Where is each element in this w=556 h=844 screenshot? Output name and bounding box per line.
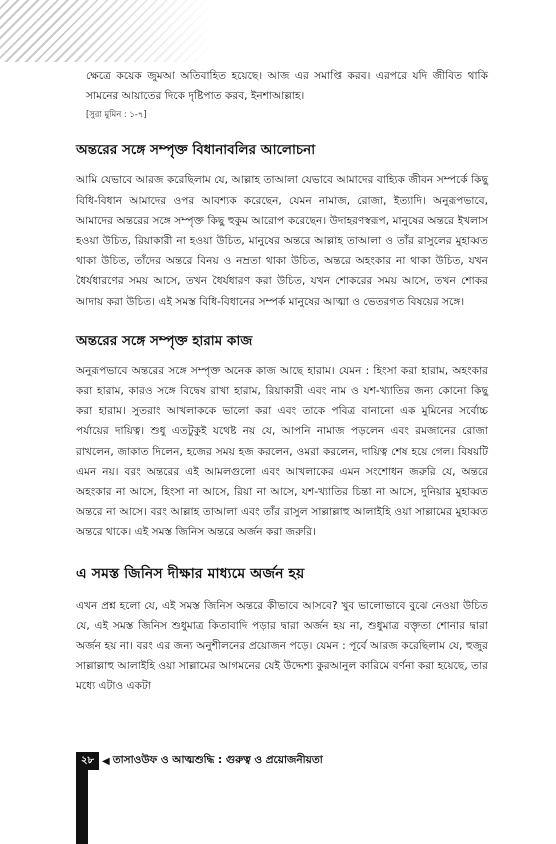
quote-text: ক্ষেত্রে কয়েক জুমআ অতিবাহিত হয়েছে। আজ এর সমাপ্তি করব। এরপরে যদি জীবিত থাকি সামনের আয়াতের দিকে দৃষ্টিপাত করব, ইনশাআল্লাহ। — [86, 70, 488, 103]
section-body-1: আমি যেভাবে আরজ করেছিলাম যে, আল্লাহ তাআলা যেভাবে আমাদের বাহ্যিক জীবন সম্পর্কে কিছু বিধি-বিধান আমাদের ওপর আবশ্যক করেছেন, যেমন নামাজ, রোজা, ইত্যাদি। অনুরূপভাবে, আমাদের অন্তরের সঙ্গে সম্পৃক্ত কিছু হুকুম আরোপ করেছেন। উদাহরণস্বরূপ, মানুষের অন্তরে ইখলাস হওয়া উচিত, রিয়াকারী না হওয়া উচিত, মানুষের অন্তরে আল্লাহ তাআলা ও তাঁর রাসুলের মুহাব্বত থাকা উচিত, তাঁদের অন্তরে বিনয় ও নম্রতা থাকা উচিত, অন্তরে অহংকার না থাকা উচিত, যখন ধৈর্যধারণের সময় আসে, তখন ধৈর্যধারণ করা উচিত, যখন শোকরের সময় আসে, তখন শোকর আদায় করা উচিত। এই সমস্ত বিধি-বিধানের সম্পর্ক মানুষের আত্মা ও ভেতরগত বিষয়ের সঙ্গে। — [76, 174, 488, 308]
quote-reference: [সুরা মুমিন : ১-৭] — [86, 109, 147, 120]
page-footer — [76, 752, 323, 770]
section-body-2: অনুরূপভাবে অন্তরের সঙ্গে সম্পৃক্ত অনেক কাজ আছে হারাম। যেমন : হিংসা করা হারাম, অহংকার করা হারাম, কারও সঙ্গে বিদ্বেষ রাখা হারাম, রিয়াকারী এবং নাম ও যশ-খ্যাতির জন্য কোনো কিছু করা হারাম। সুতরাং আখলাককে ভালো করা এবং তাকে পবিত্র বানানো এক মুমিনের সর্বোচ্চ পর্যায়ের দায়িত্ব। শুধু এতটুকুই যথেষ্ট নয় যে, আপনি নামাজ পড়লেন এবং রমজানের রোজা রাখলেন, জাকাত দিলেন, হজের সময় হজ করলেন, ওমরা করলেন, দায়িত্ব শেষ হয়ে গেল। বিষয়টি এমন নয়। বরং অন্তরের এই আমলগুলো এবং আখলাকের এমন সংশোধন জরুরি যে, অন্তরে অহংকার না আসে, হিংসা না আসে, রিয়া না আসে, যশ-খ্যাতির চিন্তা না আসে, দুনিয়ার মুহাব্বত অন্তরে না আসে। বরং আল্লাহ তাআলা এবং তাঁর রাসুল সাল্লাল্লাহু আলাইহি ওয়া সাল্লামের মুহাব্বত অন্তরে থাকে। এই সমস্ত জিনিস অন্তরে অর্জন করা জরুরি। — [76, 364, 488, 539]
page-number: ২৮ — [76, 752, 99, 770]
running-title: তাসাওউফ ও আত্মশুদ্ধি : গুরুত্ব ও প্রয়োজনীয়তা — [112, 753, 323, 766]
section-heading-3: এ সমস্ত জিনিস দীক্ষার মাধ্যমে অর্জন হয় — [76, 565, 305, 582]
left-triangle-icon: ◀ — [102, 755, 110, 767]
section-body-3: এখন প্রশ্ন হলো যে, এই সমস্ত জিনিস অন্তরে কীভাবে আসবে? খুব ভালোভাবে বুঝে নেওয়া উচিত যে, এই সমস্ত জিনিস শুধুমাত্র কিতাবাদি পড়ার দ্বারা অর্জন হয় না, শুধুমাত্র বক্তৃতা শোনার দ্বারা অর্জন হয় না। বরং এর জন্য অনুশীলনের প্রয়োজন পড়ে। যেমন : পূর্বে আরজ করেছিলাম যে, হুজুর সাল্লাল্লাহু আলাইহি ওয়া সাল্লামের আগমনের যেই উদ্দেশ্য কুরআনুল কারিমে বর্ণনা করা হয়েছে, তার মধ্যে এটাও একটা — [76, 599, 488, 693]
stripes-fade — [0, 0, 556, 62]
section-heading-2: অন্তরের সঙ্গে সম্পৃক্ত হারাম কাজ — [76, 332, 253, 349]
page-content — [76, 66, 488, 697]
section-heading-1: অন্তরের সঙ্গে সম্পৃক্ত বিধানাবলির আলোচনা — [76, 142, 316, 159]
